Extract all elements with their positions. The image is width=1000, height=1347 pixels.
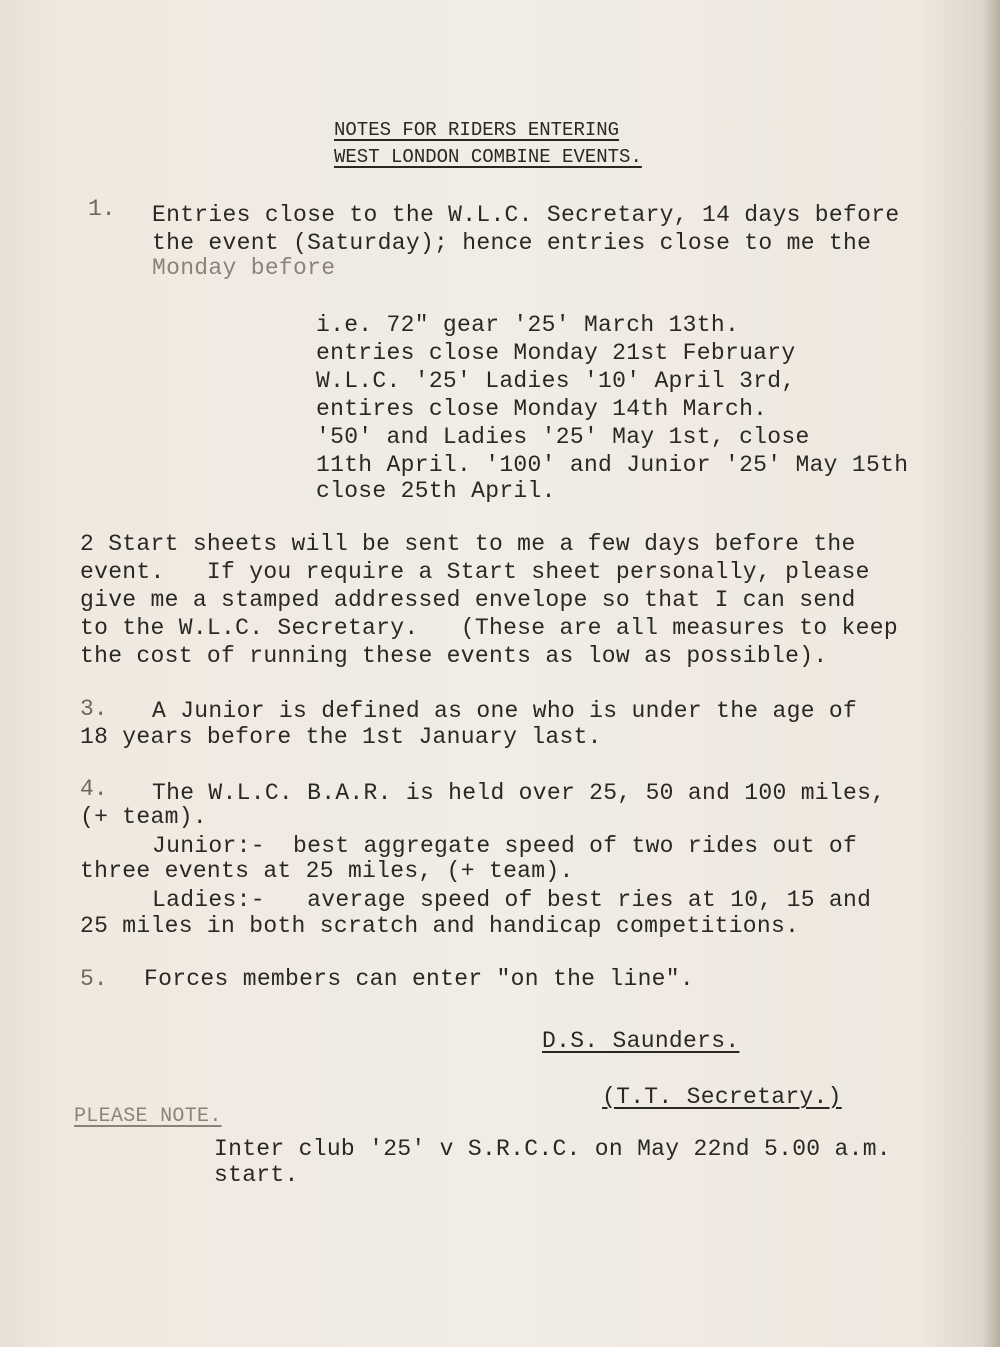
dates-line-3: W.L.C. '25' Ladies '10' April 3rd, (316, 368, 796, 394)
please-note-heading: PLEASE NOTE. (74, 1105, 222, 1128)
dates-line-4: entires close Monday 14th March. (316, 396, 768, 422)
item-2-line-3: give me a stamped addressed envelope so that I can send (80, 587, 856, 613)
item-4-line-4: three events at 25 miles, (+ team). (80, 858, 574, 884)
item-number: 3. (80, 696, 108, 722)
item-2-line-5: the cost of running these events as low as possible). (80, 643, 828, 669)
item-1-line-1: Entries close to the W.L.C. Secretary, 14 days before (152, 202, 900, 228)
item-5-line-1: Forces members can enter "on the line". (144, 966, 694, 992)
item-3-line-2: 18 years before the 1st January last. (80, 724, 602, 750)
item-4-line-2: (+ team). (80, 804, 207, 830)
page-edge-shadow (982, 0, 1000, 1347)
title-line-2: WEST LONDON COMBINE EVENTS. (334, 146, 642, 168)
item-4-line-1: The W.L.C. B.A.R. is held over 25, 50 and 100 miles, (152, 780, 886, 806)
dates-line-6: 11th April. '100' and Junior '25' May 15th (316, 452, 909, 478)
item-2-line-4: to the W.L.C. Secretary. (These are all measures to keep (80, 615, 898, 641)
item-1-line-2: the event (Saturday); hence entries close to me the (152, 230, 872, 256)
item-number: 1. (88, 196, 116, 222)
title-line-1: NOTES FOR RIDERS ENTERING (334, 119, 620, 141)
dates-line-5: '50' and Ladies '25' May 1st, close (316, 424, 810, 450)
item-4-line-3: Junior:- best aggregate speed of two rides out of (152, 833, 858, 859)
item-number: 4. (80, 776, 108, 802)
please-note-line-1: Inter club '25' v S.R.C.C. on May 22nd 5.00 a.m. (214, 1136, 891, 1162)
item-2-line-2: event. If you require a Start sheet personally, please (80, 559, 870, 585)
dates-line-1: i.e. 72" gear '25' March 13th. (316, 312, 740, 338)
item-4-line-5: Ladies:- average speed of best ries at 10, 15 and (152, 887, 872, 913)
item-number: 5. (80, 966, 108, 992)
dates-line-2: entries close Monday 21st February (316, 340, 796, 366)
item-1-line-3: Monday before (152, 255, 336, 281)
dates-line-7: close 25th April. (316, 478, 556, 504)
please-note-line-2: start. (214, 1162, 299, 1188)
signature-name: D.S. Saunders. (542, 1028, 740, 1054)
item-4-line-6: 25 miles in both scratch and handicap competitions. (80, 913, 800, 939)
signature-role: (T.T. Secretary.) (602, 1084, 842, 1110)
item-3-line-1: A Junior is defined as one who is under the age of (152, 698, 858, 724)
item-2-line-1: 2 Start sheets will be sent to me a few days before the (80, 531, 856, 557)
